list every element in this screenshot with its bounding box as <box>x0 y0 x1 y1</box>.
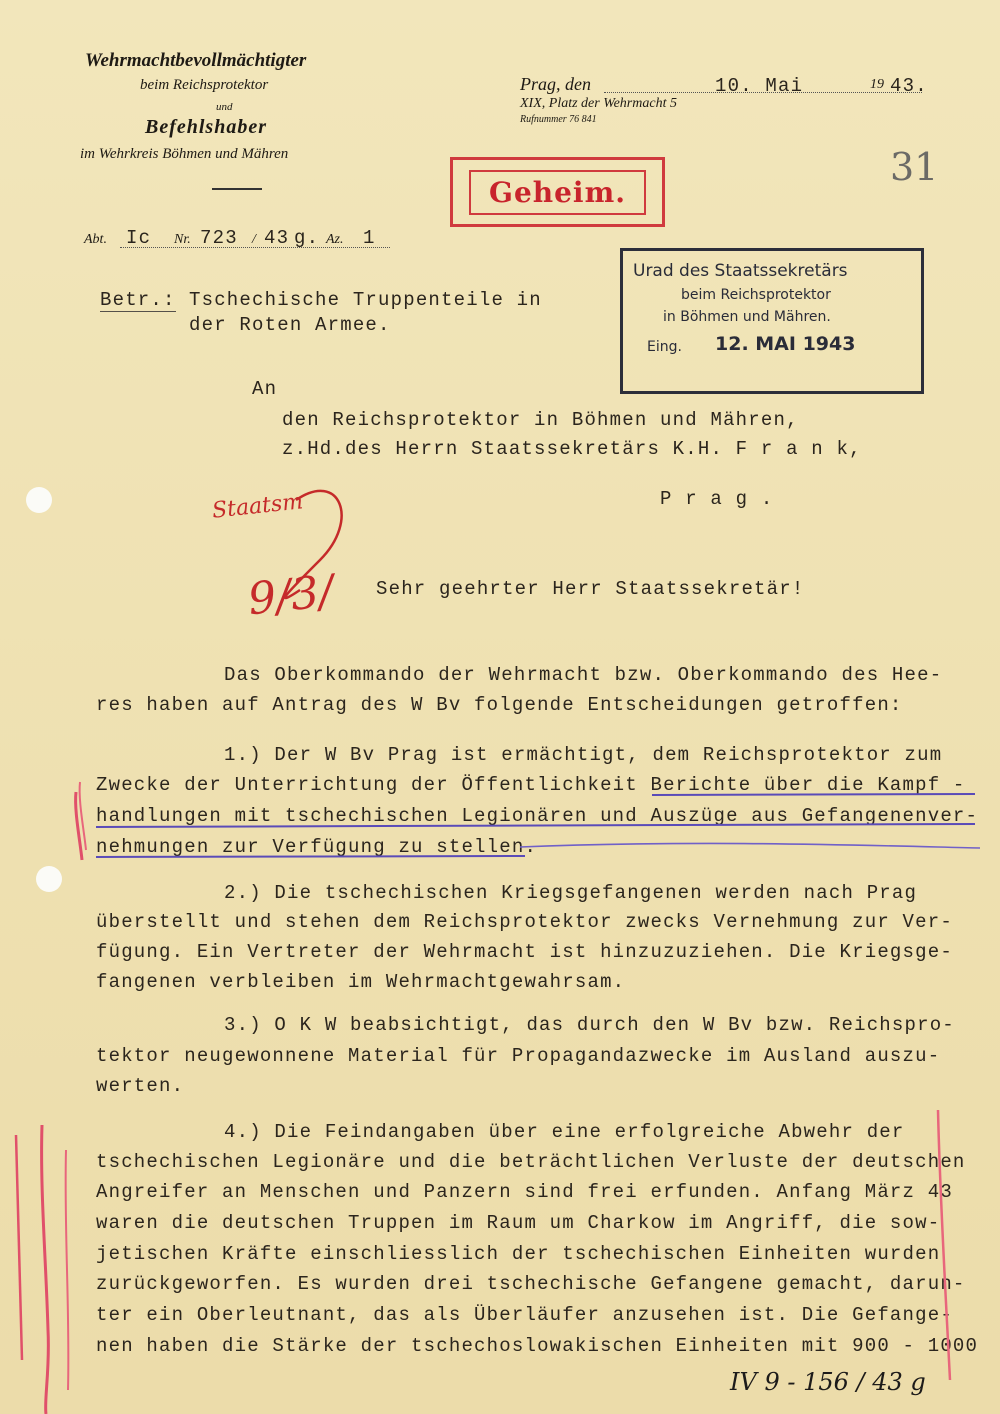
body-p2-line3: fügung. Ein Vertreter der Wehrmacht ist hinzuzuziehen. Die Kriegsge- <box>96 941 953 963</box>
handwritten-initials: Staatsm <box>210 489 305 524</box>
blue-underline-3 <box>96 856 525 857</box>
body-p4-line7: ter ein Oberleutnant, das als Überläufer anzusehen ist. Die Gefange- <box>96 1304 953 1326</box>
recipient-line2: z.Hd.des Herrn Staatssekretärs K.H. F r a n k, <box>282 438 862 460</box>
body-p4-line6: zurückgeworfen. Es wurden drei tschechische Gefangene gemacht, darun- <box>96 1273 966 1295</box>
az-value: 1 <box>363 227 376 249</box>
abt-value: Ic <box>126 227 152 249</box>
body-p2-line4: fangenen verbleiben im Wehrmachtgewahrsam. <box>96 971 626 993</box>
body-intro-line1: Das Oberkommando der Wehrmacht bzw. Oberkommando des Hee- <box>224 664 943 686</box>
body-p1-line2: Zwecke der Unterrichtung der Öffentlichkeit Berichte über die Kampf - <box>96 774 966 796</box>
letterhead-line4: Befehlshaber <box>145 116 267 138</box>
blue-underline-2 <box>96 824 975 827</box>
ref-slash: / <box>252 232 256 247</box>
body-p1-line1: 1.) Der W Bv Prag ist ermächtigt, dem Reichsprotektor zum <box>224 744 943 766</box>
receipt-stamp-line1: Urad des Staatssekretärs <box>633 261 848 281</box>
receipt-stamp-date: 12. MAI 1943 <box>715 333 856 355</box>
handwritten-file-ref: IV 9 - 156 / 43 g <box>730 1368 926 1396</box>
letterhead-line2: beim Reichsprotektor <box>140 77 269 93</box>
handwritten-loop-stroke <box>285 491 341 598</box>
letterhead-line1: Wehrmachtbevollmächtigter <box>85 50 307 71</box>
body-p4-line5: jetischen Kräfte einschliesslich der tschechischen Einheiten wurden <box>96 1243 941 1265</box>
body-p4-line8: nen haben die Stärke der tschechoslowakischen Einheiten mit 900 - 1000 <box>96 1335 979 1357</box>
handwritten-mark: 9/3/ <box>245 565 337 626</box>
date-day-month: 10. Mai <box>715 75 804 97</box>
body-p3-line2: tektor neugewonnene Material für Propagandazwecke im Ausland auszu- <box>96 1045 941 1067</box>
receipt-stamp-eing-label: Eing. <box>647 339 682 355</box>
recipient-line1: den Reichsprotektor in Böhmen und Mähren, <box>282 409 799 431</box>
body-intro-line2: res haben auf Antrag des W Bv folgende Entscheidungen getroffen: <box>96 694 903 716</box>
date-year: 43. <box>890 75 928 97</box>
body-p4-line4: waren die deutschen Truppen im Raum um Charkow im Angriff, die sow- <box>96 1212 941 1234</box>
subject-label: Betr.: <box>100 289 176 311</box>
date-year-prefix: 19 <box>870 77 884 92</box>
body-p4-line2: tschechischen Legionäre und die beträchtlichen Verluste der deutschen <box>96 1151 966 1173</box>
body-p1-line4: nehmungen zur Verfügung zu stellen. <box>96 836 538 858</box>
nr-label: Nr. <box>174 232 191 247</box>
salutation: Sehr geehrter Herr Staatssekretär! <box>376 578 805 600</box>
subject-line1: Tschechische Truppenteile in <box>189 289 542 311</box>
abt-label: Abt. <box>84 232 107 247</box>
recipient-an: An <box>252 378 278 400</box>
blue-underline-4 <box>520 843 980 848</box>
nr-value: 723 <box>200 227 238 249</box>
body-p3-line3: werten. <box>96 1075 185 1097</box>
letterhead-line5: im Wehrkreis Böhmen und Mähren <box>80 146 289 162</box>
az-label: Az. <box>326 232 344 247</box>
secret-stamp-text: Geheim. <box>469 170 646 215</box>
blue-underline-1 <box>652 794 975 795</box>
red-right-mark <box>938 1110 950 1380</box>
body-p4-line3: Angreifer an Menschen und Panzern sind frei erfunden. Anfang März 43 <box>96 1181 953 1203</box>
red-margin-scribble-3 <box>66 1150 69 1390</box>
phone: Rufnummer 76 841 <box>520 114 597 125</box>
subject-line2: der Roten Armee. <box>189 314 391 336</box>
receipt-stamp-line2: beim Reichsprotektor <box>681 287 831 303</box>
address: XIX, Platz der Wehrmacht 5 <box>520 96 677 111</box>
red-margin-scribble-1 <box>42 1125 49 1414</box>
body-p4-line1: 4.) Die Feindangaben über eine erfolgreiche Abwehr der <box>224 1121 905 1143</box>
letterhead-line3: und <box>216 101 233 113</box>
body-p3-line1: 3.) O K W beabsichtigt, das durch den W Bv bzw. Reichspro- <box>224 1014 955 1036</box>
body-p1-line3: handlungen mit tschechischen Legionären und Auszüge aus Gefangenenver- <box>96 805 979 827</box>
page-number: 31 <box>890 145 939 189</box>
ref-year: 43 <box>264 227 290 249</box>
place-label: Prag, den <box>520 74 591 94</box>
red-margin-scribble-2 <box>16 1135 22 1360</box>
body-p2-line1: 2.) Die tschechischen Kriegsgefangenen werden nach Prag <box>224 882 918 904</box>
body-p2-line2: überstellt und stehen dem Reichsprotektor zwecks Vernehmung zur Ver- <box>96 911 953 933</box>
ref-g: g. <box>294 227 320 249</box>
recipient-city: P r a g . <box>660 488 774 510</box>
receipt-stamp-line3: in Böhmen und Mähren. <box>663 309 831 325</box>
